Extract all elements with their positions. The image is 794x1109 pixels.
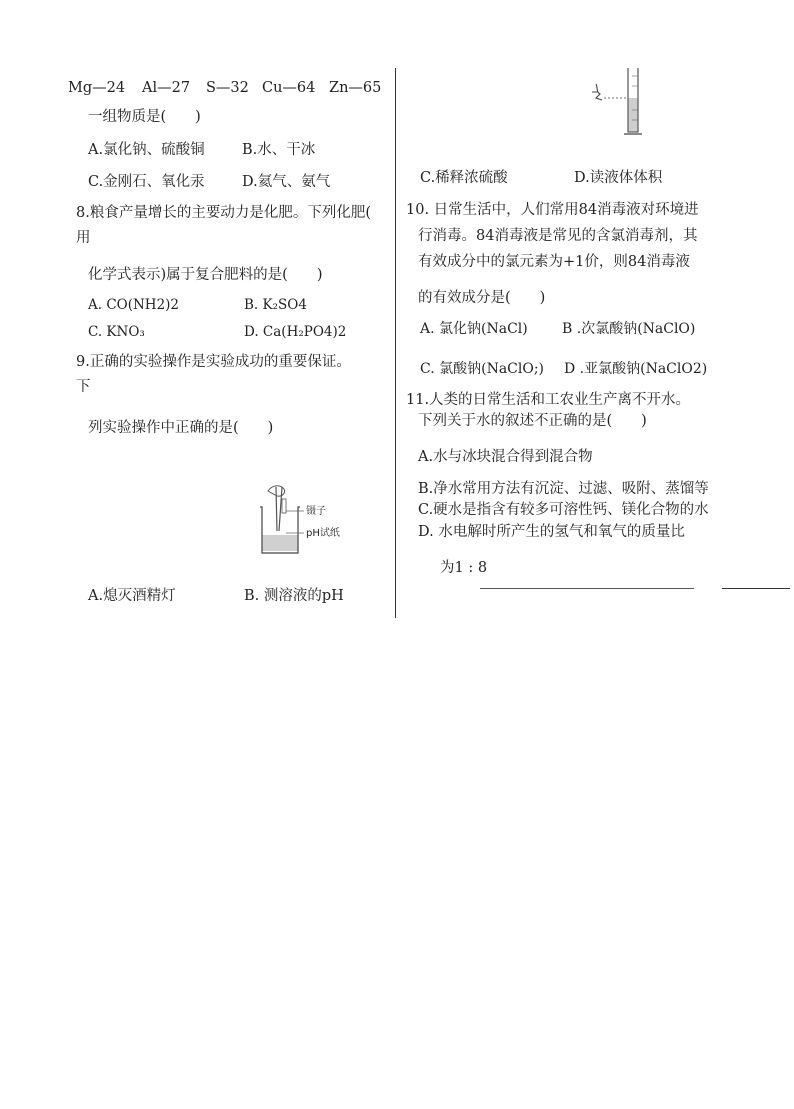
atomic-mass-al: Al—27 (142, 80, 191, 96)
q10-stem-line1: 10. 日常生活中，人们常用84消毒液对环境进 (406, 202, 699, 218)
q7-option-d: D.氦气、氨气 (242, 174, 331, 190)
read-volume-figure (588, 66, 648, 138)
q9-option-c: C.稀释浓硫酸 (420, 170, 508, 186)
q7-option-b: B.水、干冰 (242, 142, 316, 158)
column-divider (395, 68, 396, 618)
q8-option-c: C. KNO₃ (88, 324, 145, 340)
q9-option-d: D.读液体体积 (574, 170, 663, 186)
q9-stem-line2: 下 (76, 379, 91, 395)
q9-option-a: A.熄灭酒精灯 (88, 588, 176, 604)
atomic-mass-cu: Cu—64 (262, 80, 316, 96)
q10-stem-line2: 行消毒。84消毒液是常见的含氯消毒剂，其 (418, 228, 698, 244)
q11-option-a: A.水与冰块混合得到混合物 (418, 449, 593, 465)
ph-paper-label: pH试纸 (306, 528, 340, 539)
footer-rule-left (480, 588, 694, 589)
q7-option-c: C.金刚石、氧化汞 (88, 174, 205, 190)
ph-test-figure (252, 483, 352, 558)
q8-option-a: A. CO(NH2)2 (88, 297, 180, 313)
q7-option-a: A.氯化钠、硫酸铜 (88, 142, 205, 158)
atomic-mass-zn: Zn—65 (329, 80, 382, 96)
q8-option-b: B. K₂SO4 (244, 297, 307, 313)
q11-option-b: B.净水常用方法有沉淀、过滤、吸附、蒸馏等 (418, 481, 709, 497)
q10-stem-line3: 有效成分中的氯元素为+1价，则84消毒液 (418, 254, 690, 270)
q8-stem-line3: 化学式表示)属于复合肥料的是( ) (88, 267, 323, 283)
q11-stem-line2: 下列关于水的叙述不正确的是( ) (418, 413, 647, 429)
q9-option-b: B. 测溶液的pH (244, 588, 344, 604)
q9-stem-line1: 9.正确的实验操作是实验成功的重要保证。 (76, 354, 351, 370)
q10-option-c: C. 氯酸钠(NaClO;) (420, 361, 545, 377)
atomic-mass-s: S—32 (206, 80, 249, 96)
q10-option-b: B .次氯酸钠(NaClO) (562, 321, 696, 337)
atomic-mass-mg: Mg—24 (68, 80, 126, 96)
q11-option-d-line1: D. 水电解时所产生的氢气和氧气的质量比 (418, 524, 685, 540)
q10-option-d: D .亚氯酸钠(NaClO2) (564, 361, 708, 377)
q11-option-c: C.硬水是指含有较多可溶性钙、镁化合物的水 (418, 502, 709, 518)
q7-stem: 一组物质是( ) (88, 109, 201, 125)
footer-rule-right (722, 588, 790, 589)
q10-option-a: A. 氯化钠(NaCl) (420, 321, 528, 337)
q10-stem-line4: 的有效成分是( ) (418, 290, 546, 306)
q11-stem-line1: 11.人类的日常生活和工农业生产离不开水。 (406, 392, 691, 408)
q11-option-d-line2: 为1 : 8 (440, 560, 488, 576)
q8-stem-line1: 8.粮食产量增长的主要动力是化肥。下列化肥( (76, 205, 371, 221)
tweezers-label: 镊子 (306, 506, 326, 517)
q8-stem-line2: 用 (76, 230, 91, 246)
q9-stem-line3: 列实验操作中正确的是( ) (88, 420, 274, 436)
q8-option-d: D. Ca(H₂PO4)2 (244, 324, 347, 340)
